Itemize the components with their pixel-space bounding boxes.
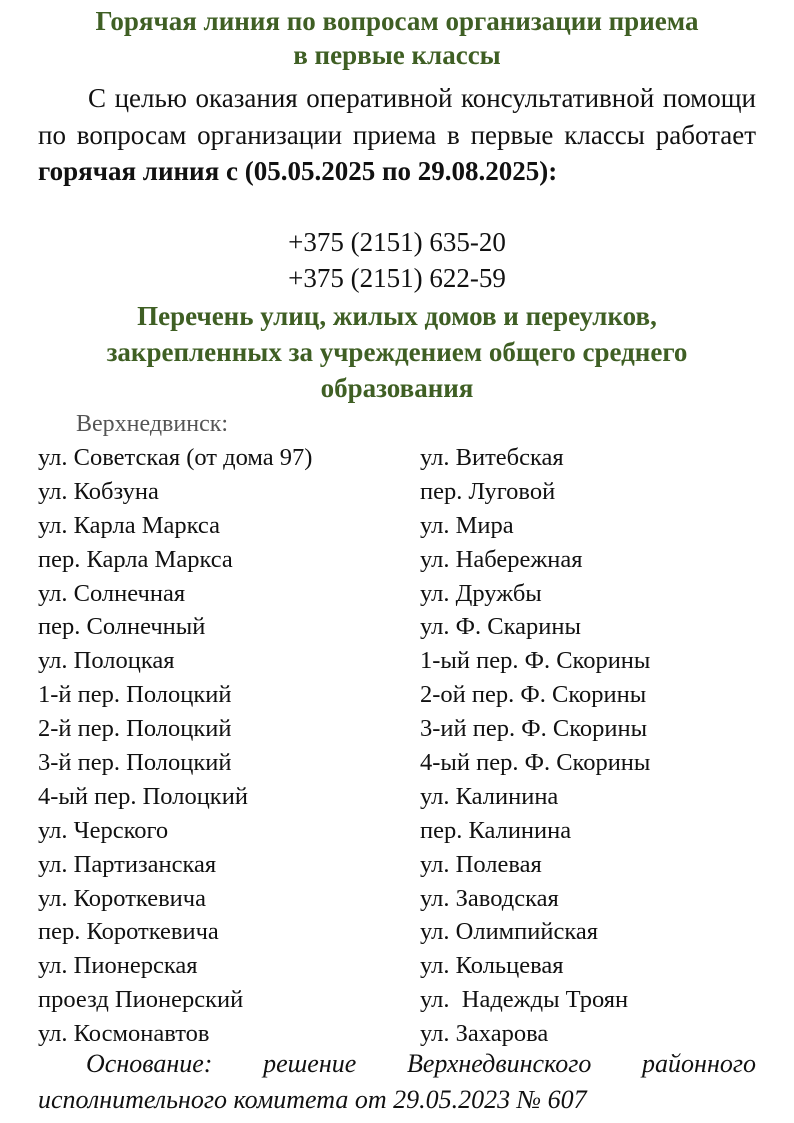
basis-note xyxy=(38,1046,756,1118)
street-item: 3-ий пер. Ф. Скорины xyxy=(420,715,648,743)
street-item: 4-ый пер. Полоцкий xyxy=(38,782,248,810)
street-item: 1-ый пер. Ф. Скорины xyxy=(420,647,651,675)
street-item: ул. Олимпийская xyxy=(420,918,599,946)
street-item: 2-й пер. Полоцкий xyxy=(38,715,232,743)
street-item: 1-й пер. Полоцкий xyxy=(38,681,232,709)
phone-number-1: +375 (2151) 635-20 xyxy=(288,227,506,257)
street-item: ул. Калинина xyxy=(420,782,559,810)
intro-text: С целью оказания оперативной консультативной помощи по вопросам организации приема в первые классы работает xyxy=(38,83,756,150)
hotline-heading xyxy=(20,4,774,72)
street-item: ул. Витебская xyxy=(420,444,564,471)
street-item: пер. Калинина xyxy=(420,816,572,844)
street-item: ул. Надежды Троян xyxy=(420,986,629,1014)
street-item: ул. Полоцкая xyxy=(38,647,175,675)
street-item: ул. Дружбы xyxy=(420,579,542,607)
street-item: ул. Кольцевая xyxy=(420,952,564,980)
street-item: ул. Космонавтов xyxy=(38,1020,210,1048)
basis-text: Основание: решение Верхнедвинского районного исполнительного комитета от 29.05.2023 № 607 xyxy=(38,1049,756,1114)
street-item: ул. Черского xyxy=(38,816,169,844)
streets-list-left xyxy=(38,441,312,1051)
street-item: ул. Карла Маркса xyxy=(38,511,220,539)
street-item: пер. Карла Маркса xyxy=(38,545,233,573)
city-label: Верхнедвинск: xyxy=(76,411,229,437)
street-item: ул. Солнечная xyxy=(38,579,186,607)
hotline-heading-line-1: Горячая линия по вопросам организации приема xyxy=(95,6,699,36)
street-item: ул. Пионерская xyxy=(38,952,198,980)
street-item: ул. Набережная xyxy=(420,545,583,573)
hotline-intro-paragraph xyxy=(38,80,756,190)
street-item: ул. Ф. Скарины xyxy=(420,613,581,641)
streets-list-right xyxy=(420,441,650,1051)
street-item: проезд Пионерский xyxy=(38,986,244,1014)
phone-list xyxy=(0,224,794,296)
street-item: пер. Луговой xyxy=(420,477,556,505)
streets-heading-line-1: Перечень улиц, жилых домов и переулков, xyxy=(137,301,657,331)
street-item: ул. Советская (от дома 97) xyxy=(38,444,313,471)
street-item: ул. Заводская xyxy=(420,884,559,912)
street-item: 4-ый пер. Ф. Скорины xyxy=(420,749,651,777)
street-item: ул. Короткевича xyxy=(38,884,206,912)
streets-heading xyxy=(20,298,774,406)
street-item: пер. Короткевича xyxy=(38,918,219,946)
street-item: 2-ой пер. Ф. Скорины xyxy=(420,681,647,709)
phone-number-2: +375 (2151) 622-59 xyxy=(288,263,506,293)
streets-heading-line-2: закрепленных за учреждением общего среднего xyxy=(106,337,688,367)
streets-heading-line-3: образования xyxy=(320,373,474,403)
street-item: пер. Солнечный xyxy=(38,613,206,641)
street-item: ул. Мира xyxy=(420,511,514,539)
street-item: ул. Партизанская xyxy=(38,850,217,878)
street-item: 3-й пер. Полоцкий xyxy=(38,749,232,777)
hotline-heading-line-2: в первые классы xyxy=(293,40,501,70)
street-item: ул. Захарова xyxy=(420,1020,549,1048)
street-item: ул. Полевая xyxy=(420,850,542,878)
street-item: ул. Кобзуна xyxy=(38,477,159,505)
intro-hotline-dates: горячая линия с (05.05.2025 по 29.08.2025): xyxy=(38,156,558,186)
